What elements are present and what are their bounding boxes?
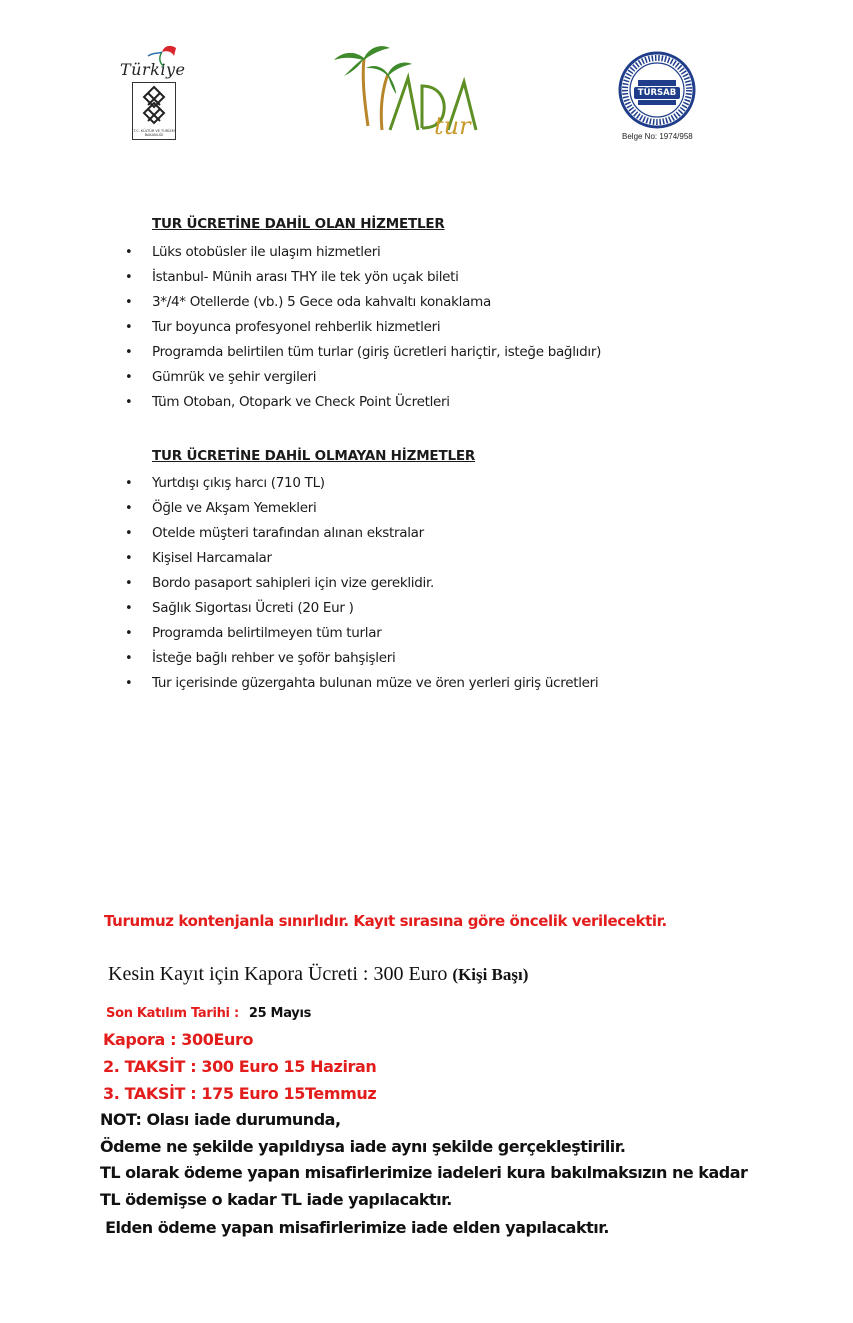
refund-note-line: Elden ödeme yapan misafirlerimize iade elden yapılacaktır. [100, 1218, 609, 1237]
included-list [125, 240, 601, 415]
excluded-item: • Sağlık Sigortası Ücreti (20 Eur ) [125, 596, 598, 621]
excluded-item: • Yurtdışı çıkış harcı (710 TL) [125, 471, 598, 496]
excluded-item: • Kişisel Harcamalar [125, 546, 598, 571]
ministry-caption: T.C. KÜLTÜR VE TURİZM BAKANLIĞI [133, 129, 175, 137]
excluded-item: • Bordo pasaport sahipleri için vize gereklidir. [125, 571, 598, 596]
knot-emblem-icon [133, 83, 175, 127]
tursab-logo-text: TÜRSAB [637, 88, 677, 98]
deadline [106, 1006, 311, 1021]
included-item: • 3*/4* Otellerde (vb.) 5 Gece oda kahvaltı konaklama [125, 290, 601, 315]
payment-installment-3: 3. TAKSİT : 175 Euro 15Temmuz [103, 1084, 377, 1103]
included-title: TUR ÜCRETİNE DAHİL OLAN HİZMETLER [152, 216, 445, 232]
excluded-title: TUR ÜCRETİNE DAHİL OLMAYAN HİZMETLER [152, 448, 476, 464]
excluded-item: • Otelde müşteri tarafından alınan ekstralar [125, 521, 598, 546]
refund-note-line: TL ödemişse o kadar TL iade yapılacaktır. [100, 1190, 452, 1209]
refund-note-line: TL olarak ödeme yapan misafirlerimize iadeleri kura bakılmaksızın ne kadar [100, 1163, 748, 1182]
excluded-item: • Programda belirtilmeyen tüm turlar [125, 621, 598, 646]
payment-installment-2: 2. TAKSİT : 300 Euro 15 Haziran [103, 1057, 377, 1076]
included-item: • Programda belirtilen tüm turlar (giriş ücretleri hariçtir, isteğe bağlıdır) [125, 340, 601, 365]
included-item: • İstanbul- Münih arası THY ile tek yön uçak bileti [125, 265, 601, 290]
ministry-emblem [132, 82, 176, 140]
excluded-item: • Öğle ve Akşam Yemekleri [125, 496, 598, 521]
tursab-logo [616, 50, 698, 142]
deadline-value: 25 Mayıs [248, 1006, 312, 1021]
included-item: • Tur boyunca profesyonel rehberlik hizmetleri [125, 315, 601, 340]
payment-deposit: Kapora : 300Euro [103, 1030, 254, 1049]
tursab-belge-no: Belge No: 1974/958 [622, 132, 693, 141]
excluded-list [125, 471, 598, 696]
excluded-item: • Tur içerisinde güzergahta bulunan müze ve ören yerleri giriş ücretleri [125, 671, 598, 696]
deposit-per-person: (Kişi Başı) [452, 965, 529, 984]
deposit-title-text: Kesin Kayıt için Kapora Ücreti : 300 Euro [108, 963, 448, 985]
turkiye-logo [118, 42, 204, 142]
included-item: • Tüm Otoban, Otopark ve Check Point Ücretleri [125, 390, 601, 415]
turkiye-logo-text: Türkiye [120, 60, 186, 79]
quota-notice: Turumuz kontenjanla sınırlıdır. Kayıt sırasına göre öncelik verilecektir. [104, 912, 667, 930]
adatur-logo [330, 38, 490, 144]
included-item: • Gümrük ve şehir vergileri [125, 365, 601, 390]
deadline-label: Son Katılım Tarihi : [106, 1006, 239, 1021]
included-item: • Lüks otobüsler ile ulaşım hizmetleri [125, 240, 601, 265]
adatur-logo-text: tur [434, 112, 471, 140]
refund-note-line: Ödeme ne şekilde yapıldıysa iade aynı şekilde gerçekleştirilir. [100, 1137, 626, 1156]
refund-note-line: NOT: Olası iade durumunda, [100, 1110, 341, 1129]
excluded-item: • İsteğe bağlı rehber ve şoför bahşişleri [125, 646, 598, 671]
deposit-title [108, 963, 528, 986]
